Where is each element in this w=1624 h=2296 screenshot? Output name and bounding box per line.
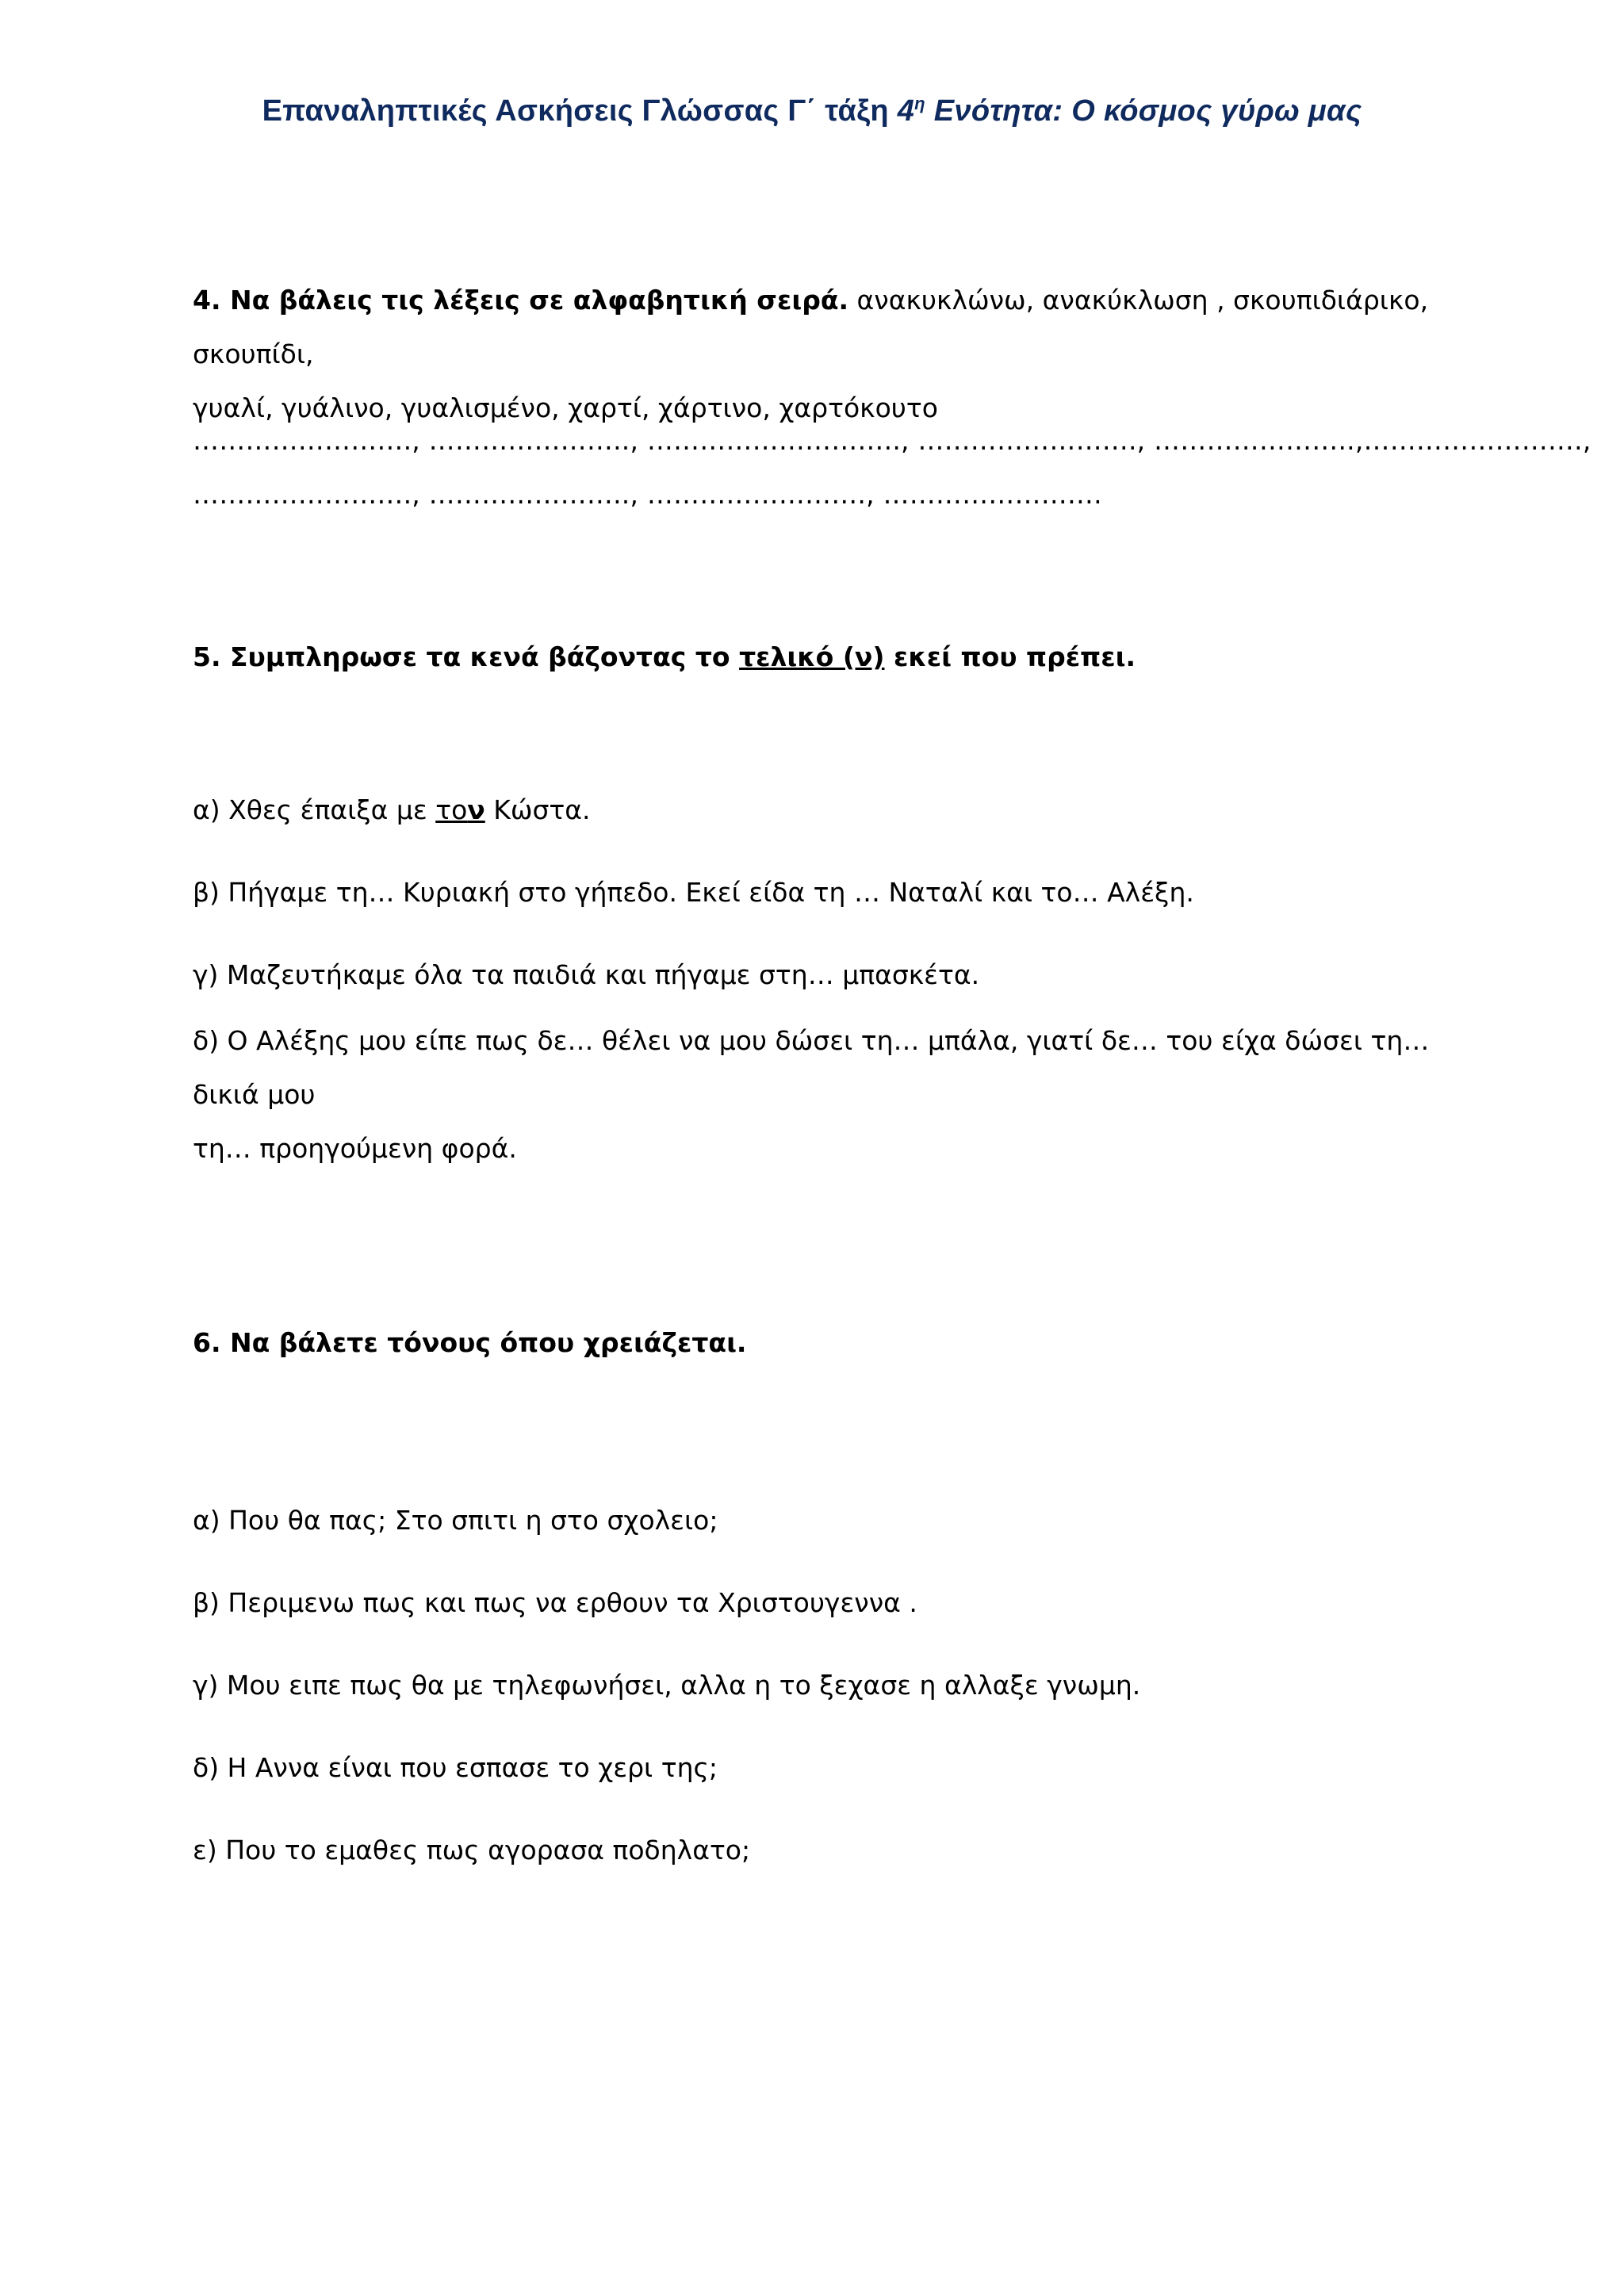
exercise-5-title-start: 5. Συμπληρωσε τα κενά βάζοντας το: [193, 641, 740, 672]
exercise-4-answer-lines: [193, 414, 1591, 522]
item-a-example-underlined: [435, 794, 485, 825]
header-unit-superscript: η: [914, 94, 925, 113]
exercise-6-items: [193, 1479, 1469, 1892]
answer-dots-line-1[interactable]: ……………………., ………………….., ……………………….., ……………………., …………………..,…………………….,: [193, 425, 1591, 456]
exercise-4: [193, 274, 1469, 435]
item-a-text-end: Κώστα.: [485, 794, 591, 825]
exercise-5-item-b: β) Πήγαμε τη… Κυριακή στο γήπεδο. Εκεί είδα τη … Ναταλί και το… Αλέξη.: [193, 877, 1194, 908]
exercise-4-title: 4. Να βάλεις τις λέξεις σε αλφαβητική σειρά.: [193, 285, 849, 316]
answer-dots-line-2[interactable]: ……………………., ………………….., ……………………., …………………….: [193, 479, 1102, 510]
exercise-6-item-d: δ) Η Αννα είναι που εσπασε το χερι της;: [193, 1752, 718, 1783]
exercise-4-words-line-1: ανακυκλώνω, ανακύκλωση , σκουπιδιάρικο, σκουπίδι,: [193, 285, 1429, 369]
exercise-5-item-d-line-1: δ) Ο Αλέξης μου είπε πως δε… θέλει να μου δώσει τη… μπάλα, γιατί δε… του είχα δώσει τη… δικιά μου: [193, 1025, 1430, 1110]
exercise-5-title-end: εκεί που πρέπει.: [884, 641, 1136, 672]
exercise-6-title: [193, 1316, 1469, 1370]
header-unit-title: Ενότητα: Ο κόσμος γύρω μας: [925, 94, 1362, 128]
page-header: [0, 94, 1624, 128]
exercise-6-item-b: β) Περιμενω πως και πως να ερθουν τα Χριστουγεννα .: [193, 1587, 917, 1618]
exercise-5-title-underlined: τελικό (ν): [739, 641, 885, 672]
exercise-6-item-c: γ) Μου ειπε πως θα με τηλεφωνήσει, αλλα η το ξεχασε η αλλαξε γνωμη.: [193, 1670, 1141, 1701]
exercise-5-item-c: γ) Μαζευτήκαμε όλα τα παιδιά και πήγαμε στη… μπασκέτα.: [193, 959, 980, 990]
item-a-example-final-n: ν: [467, 794, 485, 825]
exercise-5-items: [193, 769, 1469, 1016]
exercise-5-item-d: [193, 1014, 1469, 1176]
item-a-example-article: το: [435, 794, 468, 825]
header-title: Επαναληπτικές Ασκήσεις Γλώσσας Γ΄ τάξη: [262, 94, 898, 128]
exercise-5-item-d-line-2: τη… προηγούμενη φορά.: [193, 1133, 517, 1164]
exercise-5-title: [193, 630, 1469, 684]
item-a-text: α) Χθες έπαιξα με: [193, 794, 436, 825]
exercise-6-item-e: ε) Που το εμαθες πως αγορασα ποδηλατο;: [193, 1835, 751, 1866]
header-unit-number: 4: [897, 94, 915, 128]
exercise-5-item-a: [193, 769, 1469, 851]
exercise-4-prompt: [193, 274, 1469, 381]
exercise-6-title-text: 6. Να βάλετε τόνους όπου χρειάζεται.: [193, 1327, 747, 1358]
exercise-6-item-a: α) Που θα πας; Στο σπιτι η στο σχολειο;: [193, 1505, 718, 1536]
exercise-4-words-line-2: γυαλί, γυάλινο, γυαλισμένο, χαρτί, χάρτινο, χαρτόκουτο: [193, 392, 938, 423]
